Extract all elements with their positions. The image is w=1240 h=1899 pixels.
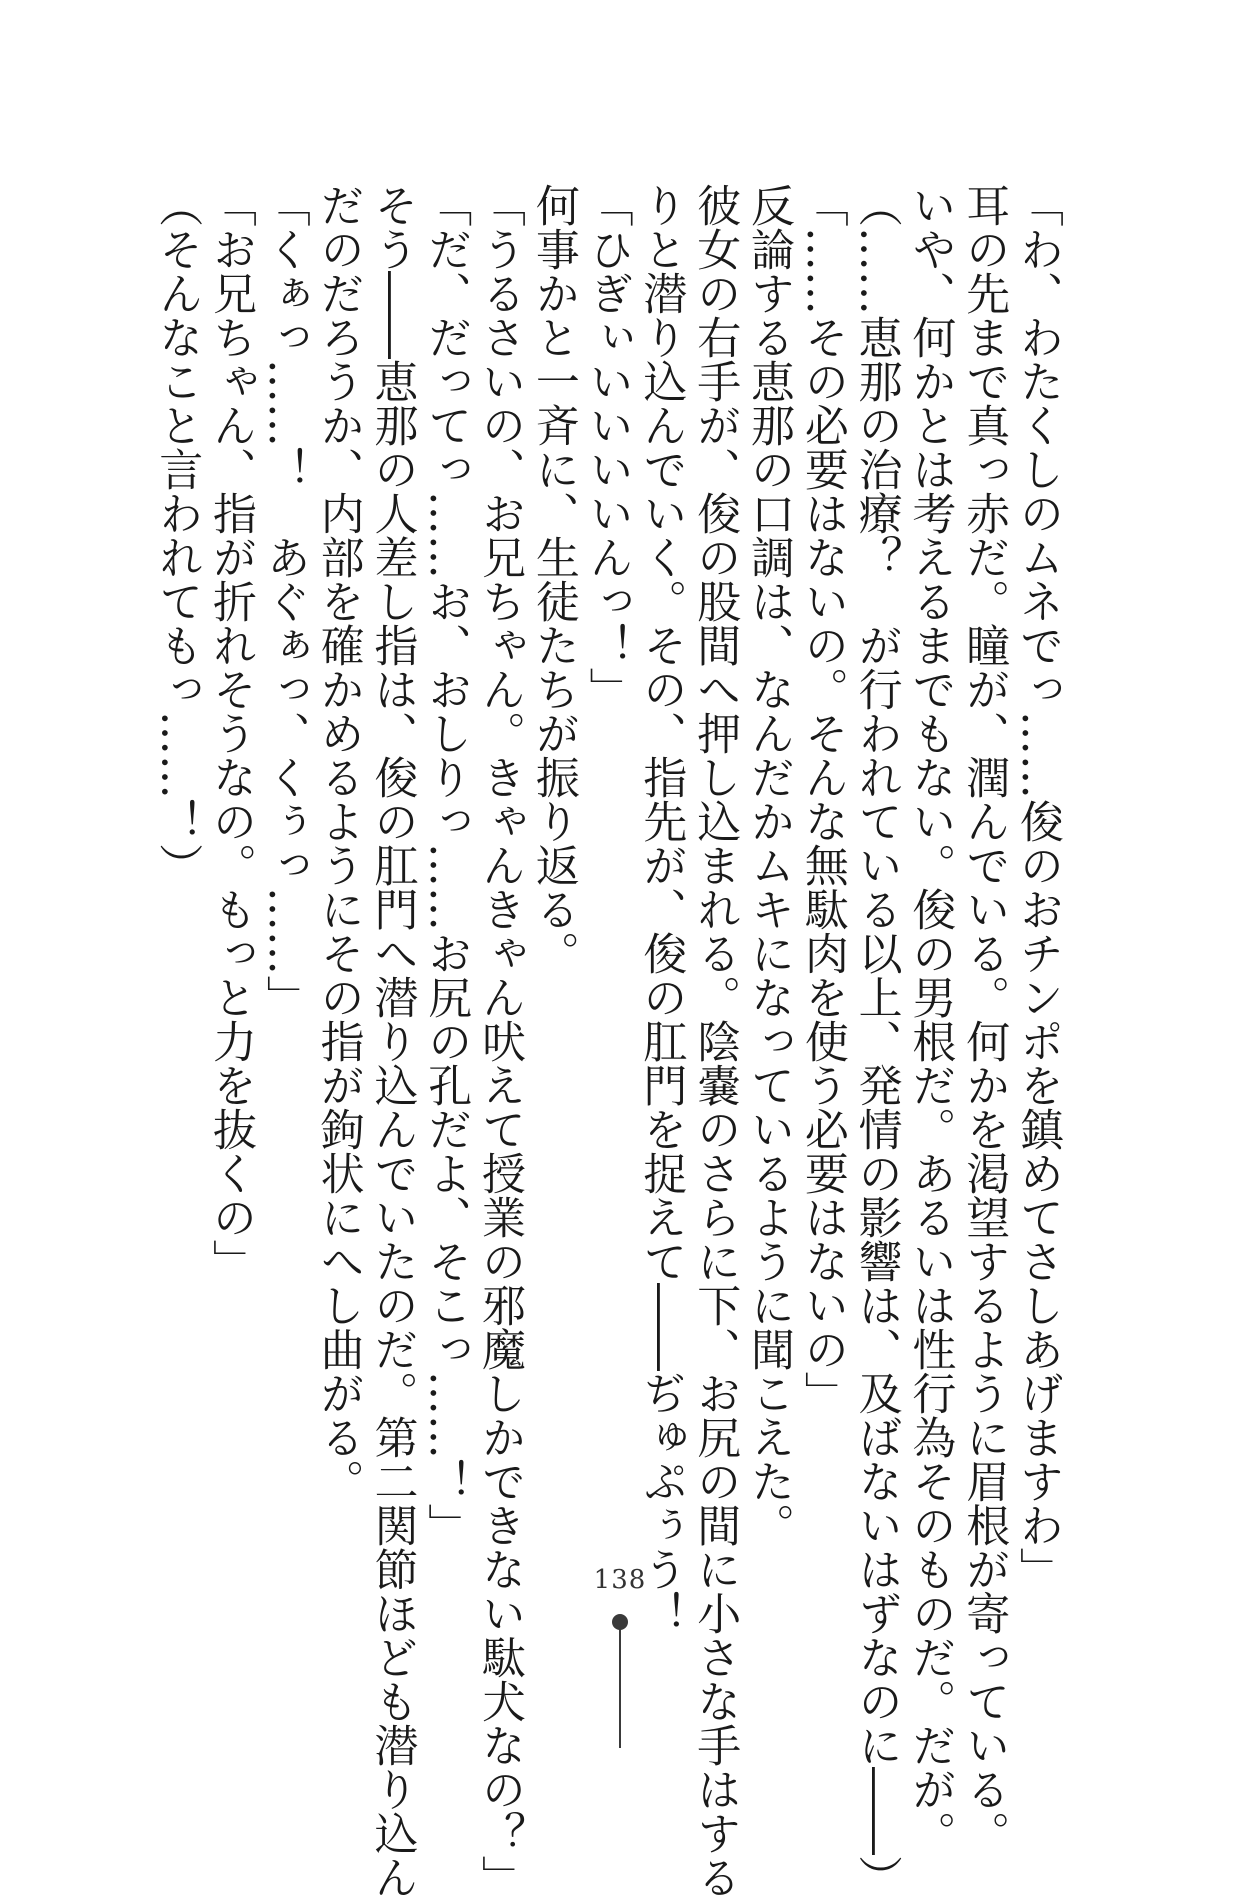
text-line-1: 「わ、わたくしのムネでっ……俊のおチンポを鎮めてさしあげますわ」 <box>1012 183 1063 1591</box>
text-line-5: 「……その必要はないの。そんな無駄肉を使う必要はないの」 <box>796 183 848 1415</box>
page-ornament <box>612 1614 628 1748</box>
text-line-13: そう――恵那の人差し指は、俊の肛門へ潜り込んでいたのだ。第二関節ほども潜り込ん <box>366 183 418 1899</box>
text-line-2: 耳の先まで真っ赤だ。瞳が、潤んでいる。何かを渇望するように眉根が寄っている。 <box>958 183 1010 1855</box>
page-number: 138 <box>593 1565 647 1595</box>
text-line-17: （そんなこと言われてもっ……！） <box>151 183 203 887</box>
text-line-11: 「うるさいの、お兄ちゃん。きゃんきゃん吠えて授業の邪魔しかできない駄犬なの？」 <box>474 183 526 1899</box>
text-line-9: 「ひぎぃいいいいんっ！」 <box>581 183 633 711</box>
text-line-15: 「くぁっ……！ あぐぁっ、くぅっ……」 <box>258 183 310 1019</box>
text-line-12: 「だ、だってっ……お、おしりっ……お尻の孔だよ、そこっ……！」 <box>420 183 472 1547</box>
text-line-6: 反論する恵那の口調は、なんだかムキになっているように聞こえた。 <box>743 183 795 1547</box>
text-line-3: いや、何かとは考えるまでもない。俊の男根だ。あるいは性行為そのものだ。だが。 <box>904 183 956 1855</box>
ornament-line <box>619 1628 621 1748</box>
text-line-16: 「お兄ちゃん、指が折れそうなの。もっと力を抜くの」 <box>205 183 257 1283</box>
text-line-10: 何事かと一斉に、生徒たちが振り返る。 <box>527 183 579 975</box>
text-line-8: りと潜り込んでいく。その、指先が、俊の肛門を捉えて――ぢゅぷぅう！ <box>635 183 687 1635</box>
text-line-4: （……恵那の治療？ が行われている以上、発情の影響は、及ばないはずなのに――） <box>850 183 902 1899</box>
text-line-14: だのだろうか、内部を確かめるようにその指が鉤状にへし曲がる。 <box>312 183 364 1503</box>
text-line-7: 彼女の右手が、俊の股間へ押し込まれる。陰嚢のさらに下、お尻の間に小さな手はする <box>689 183 741 1899</box>
